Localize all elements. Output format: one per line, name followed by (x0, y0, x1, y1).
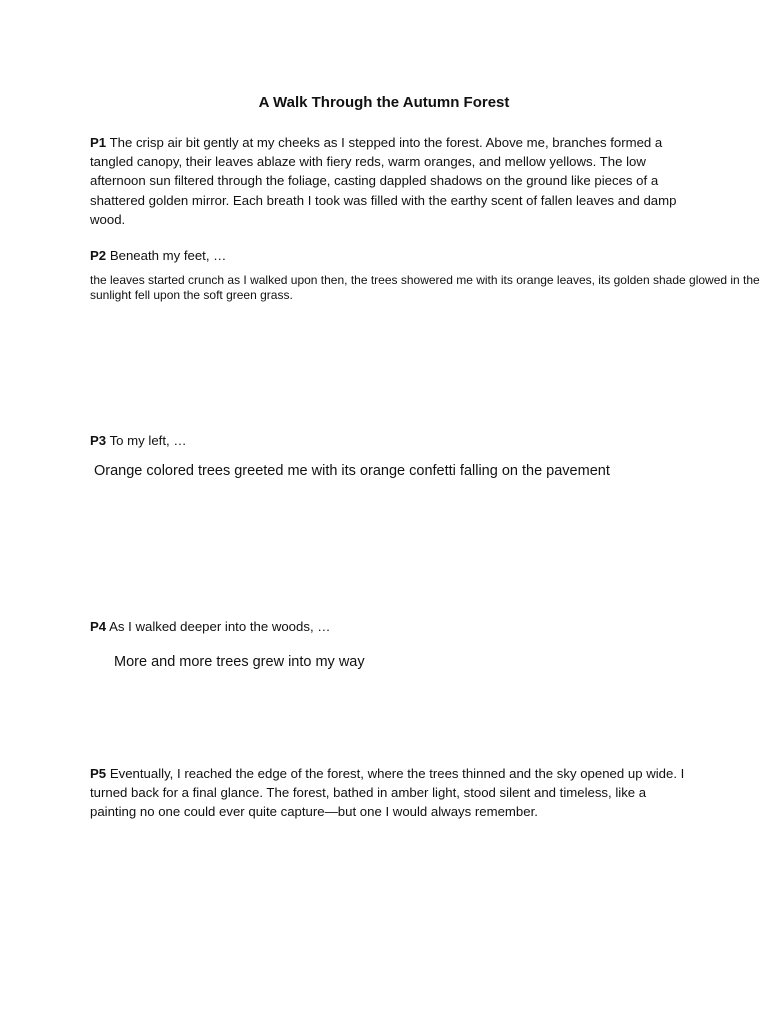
answer-p2: the leaves started crunch as I walked upon then, the trees showered me with its orange leaves, its golden shade glowed in the sunlight fell upon the soft green grass. (90, 273, 760, 302)
paragraph-label: P3 (90, 433, 107, 448)
paragraph-label: P4 (90, 619, 107, 634)
paragraph-label: P2 (90, 248, 107, 263)
answer-p4: More and more trees grew into my way (114, 654, 365, 670)
paragraph-p1 (90, 133, 690, 229)
paragraph-p5 (90, 764, 690, 822)
paragraph-p3 (90, 431, 690, 450)
answer-p3: Orange colored trees greeted me with its orange confetti falling on the pavement (94, 463, 610, 479)
paragraph-p2 (90, 246, 690, 265)
paragraph-text: Eventually, I reached the edge of the forest, where the trees thinned and the sky opened up wide. I turned back for a final glance. The forest, bathed in amber light, stood silent and timeless, like a painting no one could ever quite capture—but one I would always remember. (90, 766, 685, 820)
document-title: A Walk Through the Autumn Forest (258, 94, 510, 111)
paragraph-label: P5 (90, 766, 107, 781)
paragraph-p4 (90, 617, 690, 636)
paragraph-prompt: To my left, … (109, 433, 187, 448)
paragraph-label: P1 (90, 135, 107, 150)
paragraph-text: The crisp air bit gently at my cheeks as I stepped into the forest. Above me, branches formed a tangled canopy, their leaves ablaze with fiery reds, warm oranges, and mellow yellows. The low afternoon sun filtered through the foliage, casting dappled shadows on the ground like pieces of a shattered golden mirror. Each breath I took was filled with the earthy scent of fallen leaves and damp wood. (90, 135, 677, 227)
paragraph-prompt: Beneath my feet, … (109, 248, 227, 263)
paragraph-prompt: As I walked deeper into the woods, … (109, 619, 331, 634)
